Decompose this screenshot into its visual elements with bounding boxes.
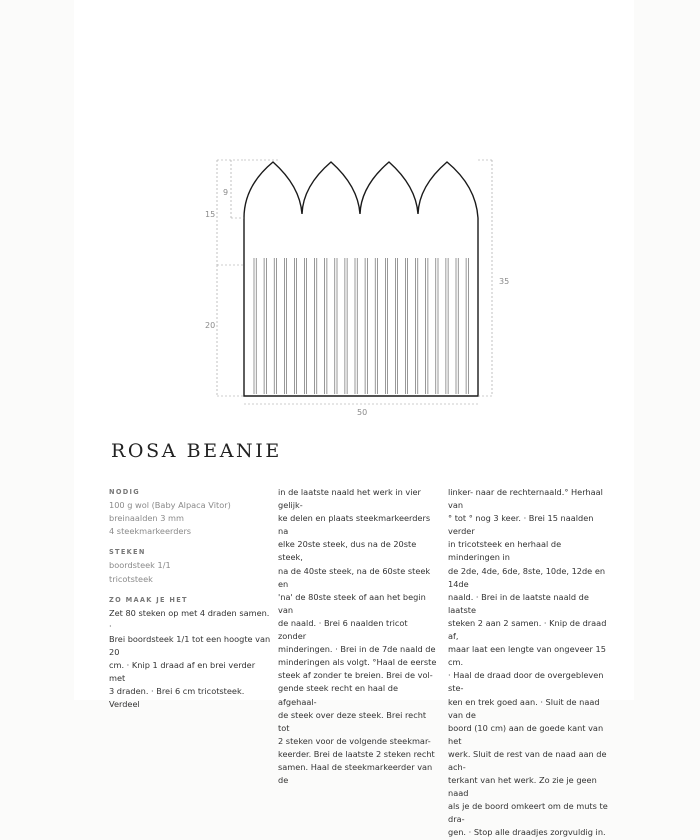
nodig-line: 4 steekmarkeerders xyxy=(109,526,192,537)
ribbing-lines xyxy=(254,258,468,394)
method-line: samen. Haal de steekmarkeerder van de xyxy=(278,761,433,786)
method-line: de naald. · Brei 6 naalden tricot zonder xyxy=(278,617,408,642)
method-line: naald. · Brei in de laatste naald de laatste xyxy=(448,591,589,615)
method-line: in tricotsteek en herhaal de minderingen in xyxy=(448,539,562,563)
method-line: na de 40ste steek, na de 60ste steek en xyxy=(278,565,431,589)
steken-heading: STEKEN xyxy=(109,548,146,557)
method-line: gen. · Stop alle draadjes zorgvuldig in. xyxy=(448,827,606,838)
steken-line: tricotsteek xyxy=(109,573,153,584)
method-line: elke 20ste steek, dus na de 20ste steek, xyxy=(278,539,417,563)
pattern-title: ROSA BEANIE xyxy=(111,440,282,462)
dim-rib-label: 20 xyxy=(205,321,216,330)
method-line: 2 steken voor de volgende steekmar- xyxy=(278,735,431,746)
method-line: 'na' de 80ste steek of aan het begin van xyxy=(278,591,426,615)
method-line: maar laat een lengte van ongeveer 15 cm. xyxy=(448,644,606,668)
method-line: werk. Sluit de rest van de naad aan de ach- xyxy=(448,748,607,772)
steken-line: boordsteek 1/1 xyxy=(109,560,171,571)
method-line: Brei boordsteek 1/1 tot een hoogte van 20 xyxy=(109,633,271,658)
method-line: 3 draden. · Brei 6 cm tricotsteek. Verdeel xyxy=(109,686,245,710)
dim-top-label: 15 xyxy=(205,210,216,219)
method-line: keerder. Brei de laatste 2 steken recht xyxy=(278,748,435,759)
text-column-3 xyxy=(448,486,608,840)
method-line: terkant van het werk. Zo zie je geen naad xyxy=(448,775,597,799)
nodig-line: 100 g wol (Baby Alpaca Vitor) xyxy=(109,500,231,511)
method-line: steek af zonder te breien. Brei de vol- xyxy=(278,670,433,681)
crown-outline xyxy=(244,162,478,218)
dim-width-label: 50 xyxy=(357,408,368,417)
dim-crown-label: 9 xyxy=(223,188,229,197)
method-line: linker- naar de rechternaald.° Herhaal van xyxy=(448,487,603,511)
method-line: gende steek recht en haal de afgehaal- xyxy=(278,683,399,707)
method-line: cm. · Knip 1 draad af en brei verder met xyxy=(109,660,256,684)
method-line: ° tot ° nog 3 keer. · Brei 15 naalden verder xyxy=(448,513,594,537)
nodig-heading: NODIG xyxy=(109,488,140,496)
beanie-outline xyxy=(244,162,478,396)
text-column-1 xyxy=(109,486,271,712)
method-line: de 2de, 4de, 6de, 8ste, 10de, 12de en 14de xyxy=(448,565,606,589)
method-heading: ZO MAAK JE HET xyxy=(109,595,188,604)
method-line: de steek over deze steek. Brei recht tot xyxy=(278,709,427,733)
body-sides xyxy=(244,218,478,396)
method-line: steken 2 aan 2 samen. · Knip de draad af, xyxy=(448,617,607,642)
dimension-lines xyxy=(217,160,492,404)
method-line: · Haal de draad door de overgebleven ste- xyxy=(448,670,604,694)
beanie-schematic xyxy=(74,0,634,430)
method-line: ken en trek goed aan. · Sluit de naad van de xyxy=(448,696,600,720)
nodig-line: breinaalden 3 mm xyxy=(109,513,184,524)
method-line: minderingen als volgt. °Haal de eerste xyxy=(278,657,437,668)
method-line: als je de boord omkeert om de muts te dra- xyxy=(448,801,608,825)
method-line: boord (10 cm) aan de goede kant van het xyxy=(448,722,604,746)
method-line: minderingen. · Brei in de 7de naald de xyxy=(278,644,436,655)
text-column-2 xyxy=(278,486,438,787)
method-line: Zet 80 steken op met 4 draden samen. · xyxy=(109,607,270,631)
method-line: ke delen en plaats steekmarkeerders na xyxy=(278,513,431,537)
method-line: in de laatste naald het werk in vier gelijk- xyxy=(278,487,421,511)
dim-total-height-label: 35 xyxy=(499,277,510,286)
